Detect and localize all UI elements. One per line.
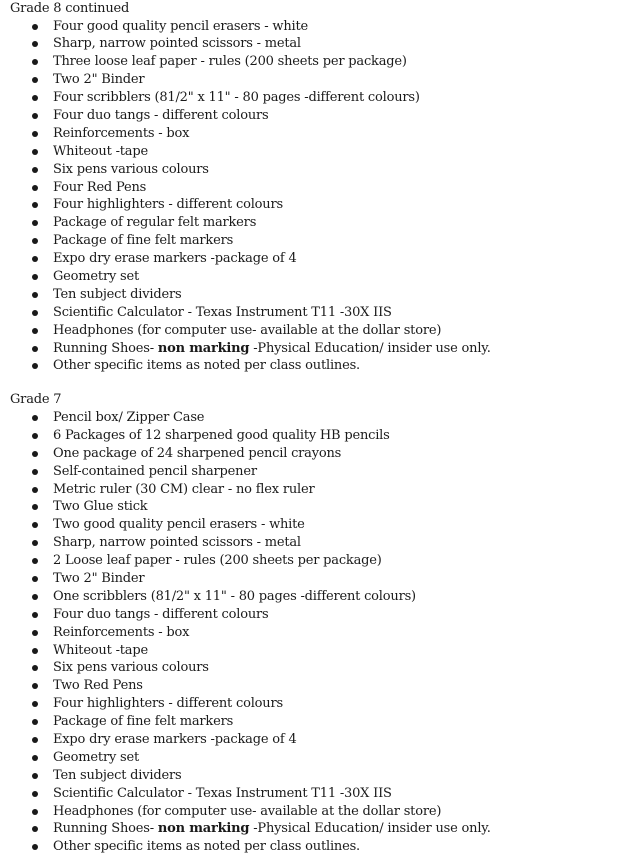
list-item: Whiteout -tape bbox=[0, 143, 491, 161]
list-item: Sharp, narrow pointed scissors - metal bbox=[0, 35, 491, 53]
section-title-grade-7: Grade 7 bbox=[10, 392, 62, 407]
list-item: Six pens various colours bbox=[0, 659, 491, 677]
shoes-prefix: Running Shoes- bbox=[53, 821, 158, 837]
list-item: Two Glue stick bbox=[0, 498, 491, 516]
shoes-emphasis: non marking bbox=[157, 340, 250, 356]
list-item: Scientific Calculator - Texas Instrument T11 -30X IIS bbox=[0, 785, 491, 803]
list-item: Headphones (for computer use- available at the dollar store) bbox=[0, 322, 491, 340]
list-item: Four duo tangs - different colours bbox=[0, 107, 491, 125]
list-item: Ten subject dividers bbox=[0, 767, 491, 785]
list-item: Reinforcements - box bbox=[0, 125, 491, 143]
list-item: Four duo tangs - different colours bbox=[0, 606, 491, 624]
list-item-running-shoes bbox=[0, 820, 491, 838]
list-item: Four scribblers (81/2" x 11" - 80 pages -different colours) bbox=[0, 89, 491, 107]
list-item: Self-contained pencil sharpener bbox=[0, 463, 491, 481]
list-item: Package of fine felt markers bbox=[0, 232, 491, 250]
shoes-suffix: -Physical Education/ insider use only. bbox=[249, 821, 491, 837]
list-item: Other specific items as noted per class outlines. bbox=[0, 838, 491, 856]
list-item: Ten subject dividers bbox=[0, 286, 491, 304]
list-item: Metric ruler (30 CM) clear - no flex ruler bbox=[0, 481, 491, 499]
list-item: Headphones (for computer use- available at the dollar store) bbox=[0, 803, 491, 821]
list-item: One scribblers (81/2" x 11" - 80 pages -different colours) bbox=[0, 588, 491, 606]
list-item: Two 2" Binder bbox=[0, 71, 491, 89]
list-item: Reinforcements - box bbox=[0, 624, 491, 642]
list-item: 2 Loose leaf paper - rules (200 sheets per package) bbox=[0, 552, 491, 570]
shoes-suffix: -Physical Education/ insider use only. bbox=[249, 340, 491, 356]
list-item: Three loose leaf paper - rules (200 sheets per package) bbox=[0, 53, 491, 71]
list-item: Four highlighters - different colours bbox=[0, 695, 491, 713]
list-item: Four Red Pens bbox=[0, 179, 491, 197]
list-item: Four good quality pencil erasers - white bbox=[0, 18, 491, 36]
list-item: Two Red Pens bbox=[0, 677, 491, 695]
list-item: Two good quality pencil erasers - white bbox=[0, 516, 491, 534]
list-item: Four highlighters - different colours bbox=[0, 196, 491, 214]
list-item: Scientific Calculator - Texas Instrument T11 -30X IIS bbox=[0, 304, 491, 322]
list-item-running-shoes bbox=[0, 340, 491, 358]
list-item: Package of fine felt markers bbox=[0, 713, 491, 731]
list-item: One package of 24 sharpened pencil crayons bbox=[0, 445, 491, 463]
list-item: Pencil box/ Zipper Case bbox=[0, 409, 491, 427]
shoes-prefix: Running Shoes- bbox=[53, 340, 158, 356]
list-item: Other specific items as noted per class outlines. bbox=[0, 357, 491, 375]
list-item: Two 2" Binder bbox=[0, 570, 491, 588]
list-item: Geometry set bbox=[0, 268, 491, 286]
section-title-grade-8: Grade 8 continued bbox=[10, 1, 130, 16]
list-item: Expo dry erase markers -package of 4 bbox=[0, 250, 491, 268]
list-item: 6 Packages of 12 sharpened good quality HB pencils bbox=[0, 427, 491, 445]
supply-list-grade-8 bbox=[0, 18, 491, 376]
shoes-emphasis: non marking bbox=[157, 821, 250, 837]
list-item: Six pens various colours bbox=[0, 161, 491, 179]
list-item: Whiteout -tape bbox=[0, 642, 491, 660]
supply-list-grade-7 bbox=[0, 409, 491, 856]
list-item: Geometry set bbox=[0, 749, 491, 767]
list-item: Sharp, narrow pointed scissors - metal bbox=[0, 534, 491, 552]
list-item: Expo dry erase markers -package of 4 bbox=[0, 731, 491, 749]
list-item: Package of regular felt markers bbox=[0, 214, 491, 232]
